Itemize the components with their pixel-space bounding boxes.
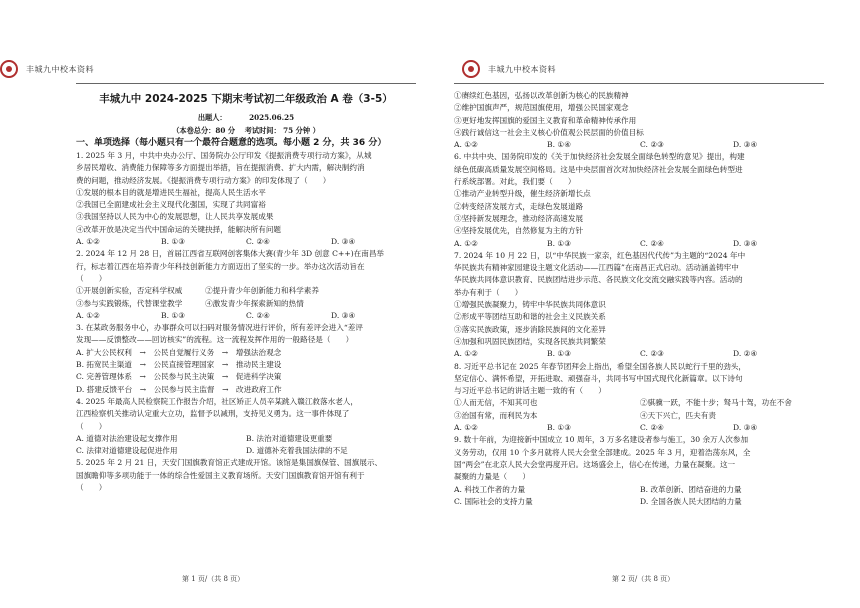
question-6	[454, 151, 826, 249]
statement: ④天下兴亡，匹夫有责	[640, 410, 716, 420]
text-line: ②转变经济发展方式，走绿色发展道路	[454, 201, 584, 211]
author-label: 出题人：	[197, 113, 227, 122]
answer-options	[454, 238, 826, 250]
page-footer: 第 2 页/（共 8 页）	[612, 575, 675, 583]
text-line: 4. 2025 年最高人民检察院工作报告介绍，社区矫正人员辛某跳入赣江救落水老人，	[76, 396, 358, 406]
text-line: 国旗瞻仰等多项功能于一体的综合性爱国主义教育场所。天安门国旗教育馆开馆有利于	[76, 470, 365, 480]
text-line: 5. 2025 年 2 月 21 日，天安门国旗教育馆正式建成开馆。该馆是集国旗保管、国旗展示、	[76, 458, 383, 468]
text-line: ①增强民族凝聚力，铸牢中华民族共同体意识	[454, 300, 606, 310]
text-line: ②维护国旗声严，规范国旗使用，增强公民国家观念	[454, 103, 629, 113]
option: B. ①③	[547, 238, 572, 248]
question-5	[76, 457, 416, 494]
exam-title: 丰城九中 2024-2025 下期末考试初二年级政治 A 卷（3-5）	[99, 93, 393, 105]
text-line: 行，标志着江西在培养青少年科技创新能力方面迈出了坚实的一步。举办这次活动旨在	[76, 261, 365, 271]
text-line: 7. 2024 年 10 月 22 日，以“中华民族一家亲，红色基因代代传”为主题的“2024 年中	[454, 250, 746, 260]
answer-options	[454, 484, 826, 509]
school-logo-icon	[462, 60, 480, 78]
school-label: 丰城九中校本资料	[26, 64, 94, 74]
question-9	[454, 434, 826, 508]
text-line: 坚定信心、满怀希望，开拓进取、顽强奋斗，共同书写中国式现代化新篇章。以下诗句	[454, 373, 743, 383]
answer-options	[76, 236, 416, 248]
option: B. ①③	[161, 310, 186, 320]
option: A. ①②	[76, 310, 100, 320]
text-line: ①开展创新实验，否定科学权威 ②提升青少年创新能力和科学素养	[76, 286, 319, 296]
option: D. 道德补充着我国法律的不足	[246, 446, 348, 456]
option: C. 国际社会的支持力量	[454, 496, 533, 506]
text-line: ①赓续红色基因，弘扬以改革创新为核心的民族精神	[454, 91, 629, 100]
text-line: 3. 在某政务服务中心，办事群众可以扫码对服务情况进行评价，所有差评会进入“差评	[76, 323, 363, 333]
option: D. ③④	[733, 423, 758, 433]
section-heading: 一、单项选择（每小题只有一个最符合题意的选项。每小题 2 分，共 36 分）	[76, 138, 387, 148]
exam-date: 2025.06.25	[249, 113, 295, 122]
answer-options	[454, 348, 826, 360]
exam-author-date	[76, 111, 416, 124]
question-1	[76, 150, 416, 248]
score-time: （本卷总分：80 分 考试时间： 75 分钟 ）	[172, 126, 320, 135]
option: A. ①②	[76, 237, 100, 247]
question-7	[454, 250, 826, 361]
text-line: 6. 中共中央、国务院印发的《关于加快经济社会发展全面绿色转型的意见》提出，构建	[454, 152, 745, 162]
question-5-statements	[454, 90, 826, 151]
option: B. ①③	[547, 349, 572, 359]
option: B. 拓宽民主渠道 → 公民直接管理国家 → 推动民主建设	[76, 360, 282, 370]
option: C. ②④	[246, 310, 270, 320]
text-line: ④坚持发展优先，自然修复为主的方针	[454, 226, 584, 236]
option: A. ①②	[454, 140, 478, 150]
text-line: 绿色低碳高质量发展空间格局。这是中央层面首次对加快经济社会发展全面绿色转型进	[454, 164, 743, 174]
option: A. ①②	[454, 349, 478, 359]
text-line: ③落实民族政策，逐步消除民族间的文化差异	[454, 324, 606, 334]
answer-options	[454, 422, 826, 434]
text-line: ④加强和巩固民族团结，实现各民族共同繁荣	[454, 336, 606, 346]
option: B. 法治对道德建设更重要	[246, 433, 333, 443]
option: A. ①②	[454, 238, 478, 248]
text-line: （ ）	[76, 421, 107, 431]
header-rule	[454, 83, 824, 84]
right-header	[462, 54, 556, 84]
text-line: 乡居民增收、消费能力保障等多方面提出举措，旨在提振消费、扩大内需，解决制约消	[76, 163, 365, 173]
text-line: 8. 习近平总书记在 2025 年春节团拜会上指出，希望全国各族人民以蛇行千里的劲头，	[454, 361, 746, 371]
option: D. ③④	[331, 237, 356, 247]
text-line: （ ）	[76, 483, 107, 493]
text-line: 9. 数十年前，为迎接新中国成立 10 周年，3 万多名建设者参与施工，30 余万人次参加	[454, 435, 749, 445]
question-2	[76, 248, 416, 322]
text-line: 华民族共同体意识教育、民族团结进步示范、各民族文化交流交融实践等内容。活动的	[454, 275, 743, 285]
option: A. ①②	[454, 423, 478, 433]
option: C. ②③	[640, 140, 664, 150]
school-logo-icon	[0, 60, 18, 78]
text-line: ①推动产业转型升级，催生经济新增长点	[454, 189, 591, 199]
option: A. 道德对法治建设起支撑作用	[76, 433, 178, 443]
option: D. ③④	[733, 238, 758, 248]
text-line: 举办有利于（ ）	[454, 287, 523, 297]
option: B. ①③	[161, 237, 186, 247]
option: D. ③④	[331, 310, 356, 320]
question-3	[76, 322, 416, 396]
text-line: 凝聚的力量是（ ）	[454, 472, 530, 482]
text-line: ②我国已全面建成社会主义现代化强国，实现了共同富裕	[76, 200, 266, 210]
school-label: 丰城九中校本资料	[488, 64, 556, 74]
text-line: 江西检察机关推动认定重大立功，监督予以减刑，支持见义勇为。这一事件体现了	[76, 409, 350, 419]
text-line: 国“两会”在北京人民大会堂再度开启。这场盛会上，信心在传递，力量在凝聚。这一	[454, 459, 736, 469]
statement-list	[454, 397, 826, 422]
left-header	[0, 54, 94, 84]
option: D. 全国各族人民大团结的力量	[640, 496, 742, 506]
left-page-content	[76, 90, 416, 494]
text-line: ②形成平等团结互助和谐的社会主义民族关系	[454, 312, 606, 322]
text-line: （ ）	[76, 273, 107, 283]
text-line: 华民族共有精神家园建设主题文化活动——江西篇”在南昌正式启动。活动涵盖铸牢中	[454, 263, 739, 273]
header-rule	[76, 83, 416, 84]
option: A. 科技工作者的力量	[454, 484, 526, 494]
text-line: ③坚持新发展理念，推动经济高速发展	[454, 213, 584, 223]
option: D. 搭建反馈平台 → 公民参与民主监督 → 改进政府工作	[76, 384, 282, 394]
statement: ③治国有常，而利民为本	[454, 410, 538, 420]
answer-options	[76, 433, 416, 458]
option: C. 完善管理体系 → 公民参与民主决策 → 促进科学决策	[76, 372, 282, 382]
text-line: 义务劳动，仅用 10 个多月就将人民大会堂全部建成。2025 年 3 月，迎着浩荡东风，全	[454, 447, 751, 457]
text-line: 1. 2025 年 3 月，中共中央办公厅、国务院办公厅印发《提振消费专项行动方案》，从城	[76, 151, 372, 160]
question-4	[76, 396, 416, 457]
option: B. ①③	[547, 423, 572, 433]
text-line: ③更好地发挥国旗的爱国主义教育和革命精神传承作用	[454, 115, 637, 125]
text-line: ④改革开放是决定当代中国命运的关键抉择，能解决所有问题	[76, 224, 282, 234]
text-line: ③我国坚持以人民为中心的发展思想，让人民共享发展成果	[76, 212, 274, 222]
statement: ②骐骥一跃，不能十步；驽马十驾，功在不舍	[640, 398, 792, 408]
text-line: 发现——反馈整改——回访核实”的流程。这一流程发挥作用的一般路径是（ ）	[76, 335, 354, 345]
option: D. ②④	[733, 349, 758, 359]
text-line: ④践行诚信这一社会主义核心价值观公民层面的价值目标	[454, 127, 644, 137]
option: B. 改革创新、团结奋进的力量	[640, 484, 742, 494]
text-line: ①发展的根本目的就是增进民生福祉，提高人民生活水平	[76, 187, 266, 197]
option: B. ①④	[547, 140, 572, 150]
text-line: 2. 2024 年 12 月 28 日，首届江西省互联网创客集体大赛(青少年 3D 创意 C++)在南昌举	[76, 249, 385, 259]
option: C. ②④	[640, 238, 664, 248]
option: C. ②③	[640, 349, 664, 359]
option: C. ②④	[246, 237, 270, 247]
option: C. 法律对道德建设起促进作用	[76, 446, 178, 456]
text-line: 费的问题，推动经济发展。《提振消费专项行动方案》的印发体现了（ ）	[76, 175, 331, 185]
question-8	[454, 361, 826, 435]
right-page-content	[454, 90, 826, 508]
option: D. ③④	[733, 140, 758, 150]
option: A. 扩大公民权利 → 公民自觉履行义务 → 增强法治观念	[76, 347, 282, 357]
text-line: ③参与实践锻炼，代替课堂教学 ④激发青少年探索新知的热情	[76, 298, 304, 308]
option: C. ②④	[640, 423, 664, 433]
page-footer: 第 1 页/（共 8 页）	[182, 575, 245, 583]
answer-options	[76, 310, 416, 322]
text-line: 与习近平总书记的讲话主题一致的有（ ）	[454, 386, 606, 396]
answer-options	[454, 139, 826, 151]
text-line: 行系统部署。对此，我们要（ ）	[454, 177, 576, 187]
statement: ①人而无信，不知其可也	[454, 398, 538, 408]
